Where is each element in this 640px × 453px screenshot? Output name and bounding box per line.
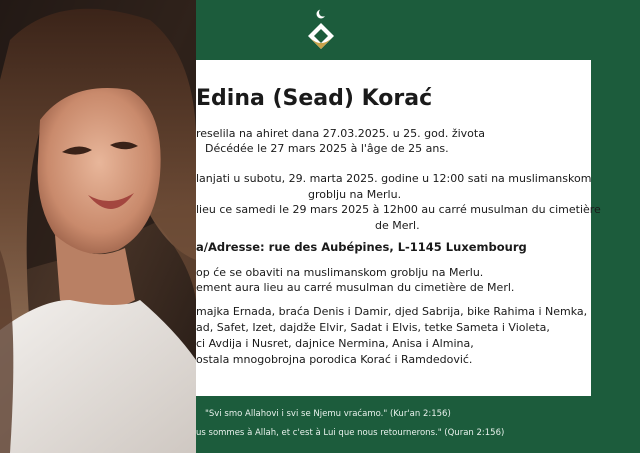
funeral-notice-fr-2: de Merl. (375, 219, 420, 232)
funeral-notice-bs-2: groblju na Merlu. (308, 188, 402, 201)
mourners-line-4: ostala mnogobrojna porodica Korać i Ramdedović. (196, 353, 473, 366)
mourners-line-1: majka Ernada, braća Denis i Damir, djed Sabrija, bike Rahima i Nemka, (196, 305, 588, 318)
deceased-name: Edina (Sead) Korać (196, 86, 433, 111)
address: a/Adresse: rue des Aubépines, L-1145 Luxembourg (196, 240, 527, 254)
burial-notice-bs: op će se obaviti na muslimanskom groblju na Merlu. (196, 266, 484, 279)
mourners-line-2: ad, Safet, Izet, dajdže Elvir, Sadat i Elvis, tetke Sameta i Violeta, (196, 321, 550, 334)
funeral-notice-bs-1: lanjati u subotu, 29. marta 2025. godine u 12:00 sati na muslimanskom (196, 172, 592, 185)
portrait-photo (0, 0, 196, 453)
death-notice-bs: reselila na ahiret dana 27.03.2025. u 25. god. života (196, 127, 485, 140)
death-notice-fr: Décédée le 27 mars 2025 à l'âge de 25 ans. (205, 142, 449, 155)
quote-bs: "Svi smo Allahovi i svi se Njemu vraćamo." (Kur'an 2:156) (205, 409, 451, 419)
funeral-notice-fr-1: lieu ce samedi le 29 mars 2025 à 12h00 au carré musulman du cimetière (196, 203, 601, 216)
burial-notice-fr: ement aura lieu au carré musulman du cimetière de Merl. (196, 281, 515, 294)
crescent-logo-icon (306, 6, 336, 52)
quote-fr: us sommes à Allah, et c'est à Lui que nous retournerons." (Quran 2:156) (196, 428, 505, 438)
mourners-line-3: ci Avdija i Nusret, dajnice Nermina, Anisa i Almina, (196, 337, 474, 350)
